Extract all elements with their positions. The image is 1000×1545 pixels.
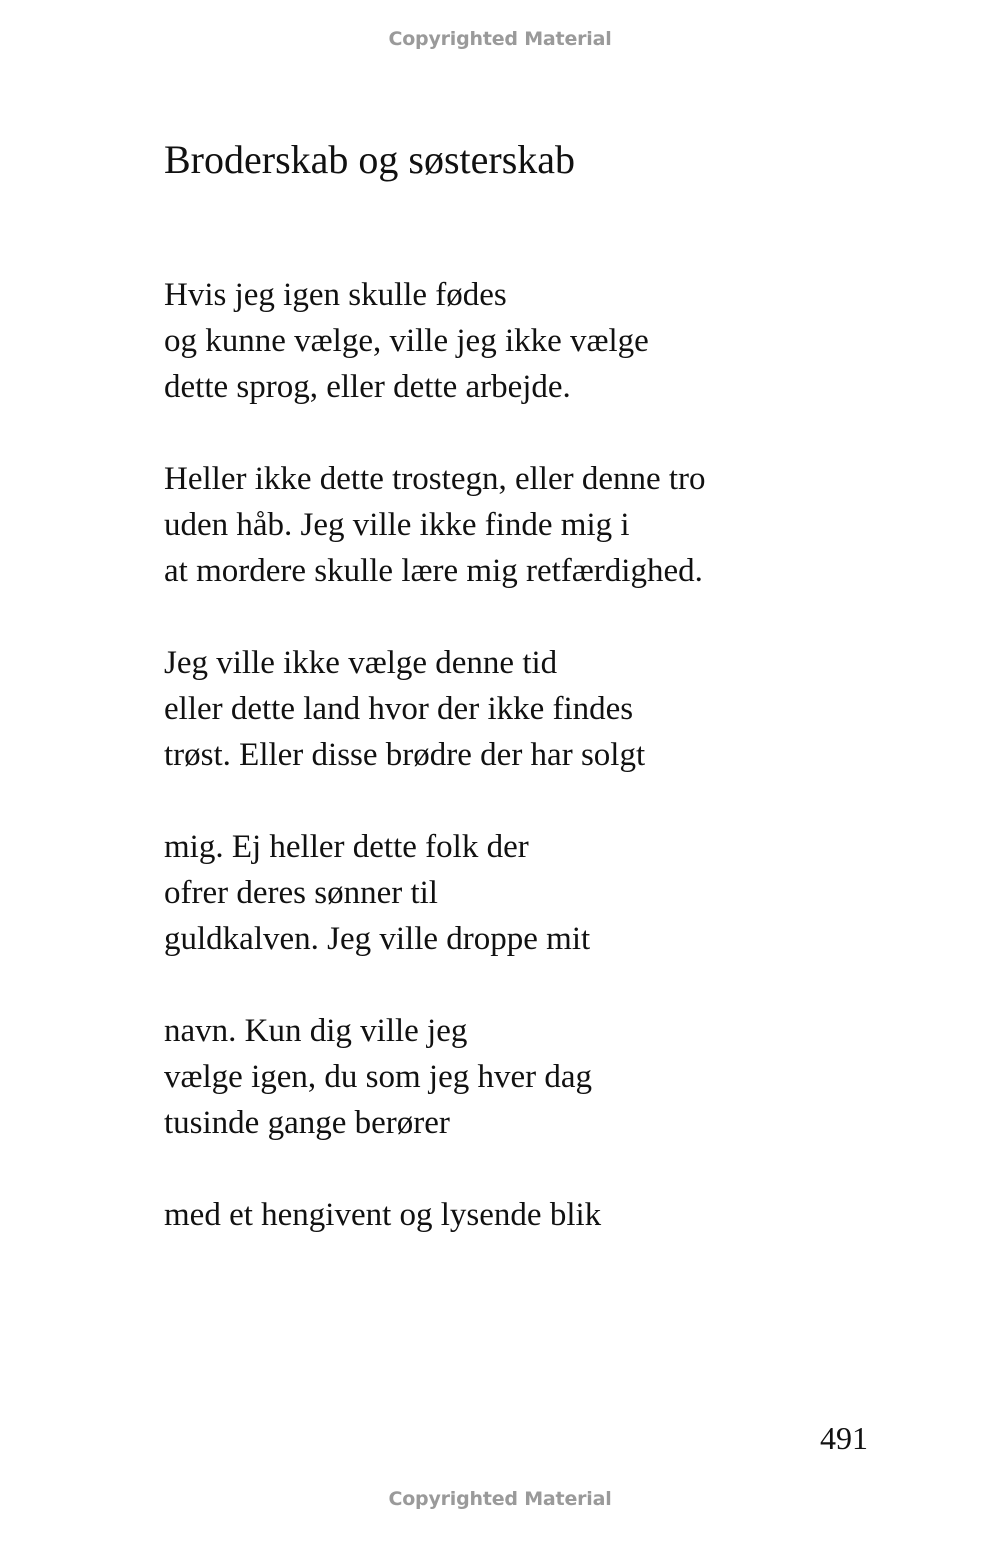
copyright-watermark-bottom: Copyrighted Material bbox=[388, 1488, 612, 1510]
poem-line: ofrer deres sønner til bbox=[164, 875, 438, 911]
poem-line: Hvis jeg igen skulle fødes bbox=[164, 277, 507, 313]
poem-line: mig. Ej heller dette folk der bbox=[164, 829, 529, 865]
poem-line: vælge igen, du som jeg hver dag bbox=[164, 1059, 593, 1095]
stanza bbox=[164, 456, 864, 594]
poem-line: tusinde gange berører bbox=[164, 1105, 450, 1141]
poem-body bbox=[164, 272, 864, 1284]
stanza bbox=[164, 1192, 864, 1238]
poem-line: navn. Kun dig ville jeg bbox=[164, 1013, 468, 1049]
poem-line: dette sprog, eller dette arbejde. bbox=[164, 369, 571, 405]
stanza bbox=[164, 272, 864, 410]
poem-line: uden håb. Jeg ville ikke finde mig i bbox=[164, 507, 630, 543]
poem-title: Broderskab og søsterskab bbox=[164, 137, 576, 182]
page-number: 491 bbox=[820, 1420, 868, 1456]
stanza bbox=[164, 1008, 864, 1146]
poem-line: og kunne vælge, ville jeg ikke vælge bbox=[164, 323, 649, 359]
poem-line: med et hengivent og lysende blik bbox=[164, 1197, 602, 1233]
poem-line: at mordere skulle lære mig retfærdighed. bbox=[164, 553, 703, 589]
poem-line: Jeg ville ikke vælge denne tid bbox=[164, 645, 558, 681]
poem-line: eller dette land hvor der ikke findes bbox=[164, 691, 634, 727]
stanza bbox=[164, 824, 864, 962]
poem-line: Heller ikke dette trostegn, eller denne tro bbox=[164, 461, 706, 497]
poem-line: guldkalven. Jeg ville droppe mit bbox=[164, 921, 591, 957]
stanza bbox=[164, 640, 864, 778]
copyright-watermark-top: Copyrighted Material bbox=[388, 28, 612, 50]
poem-line: trøst. Eller disse brødre der har solgt bbox=[164, 737, 646, 773]
